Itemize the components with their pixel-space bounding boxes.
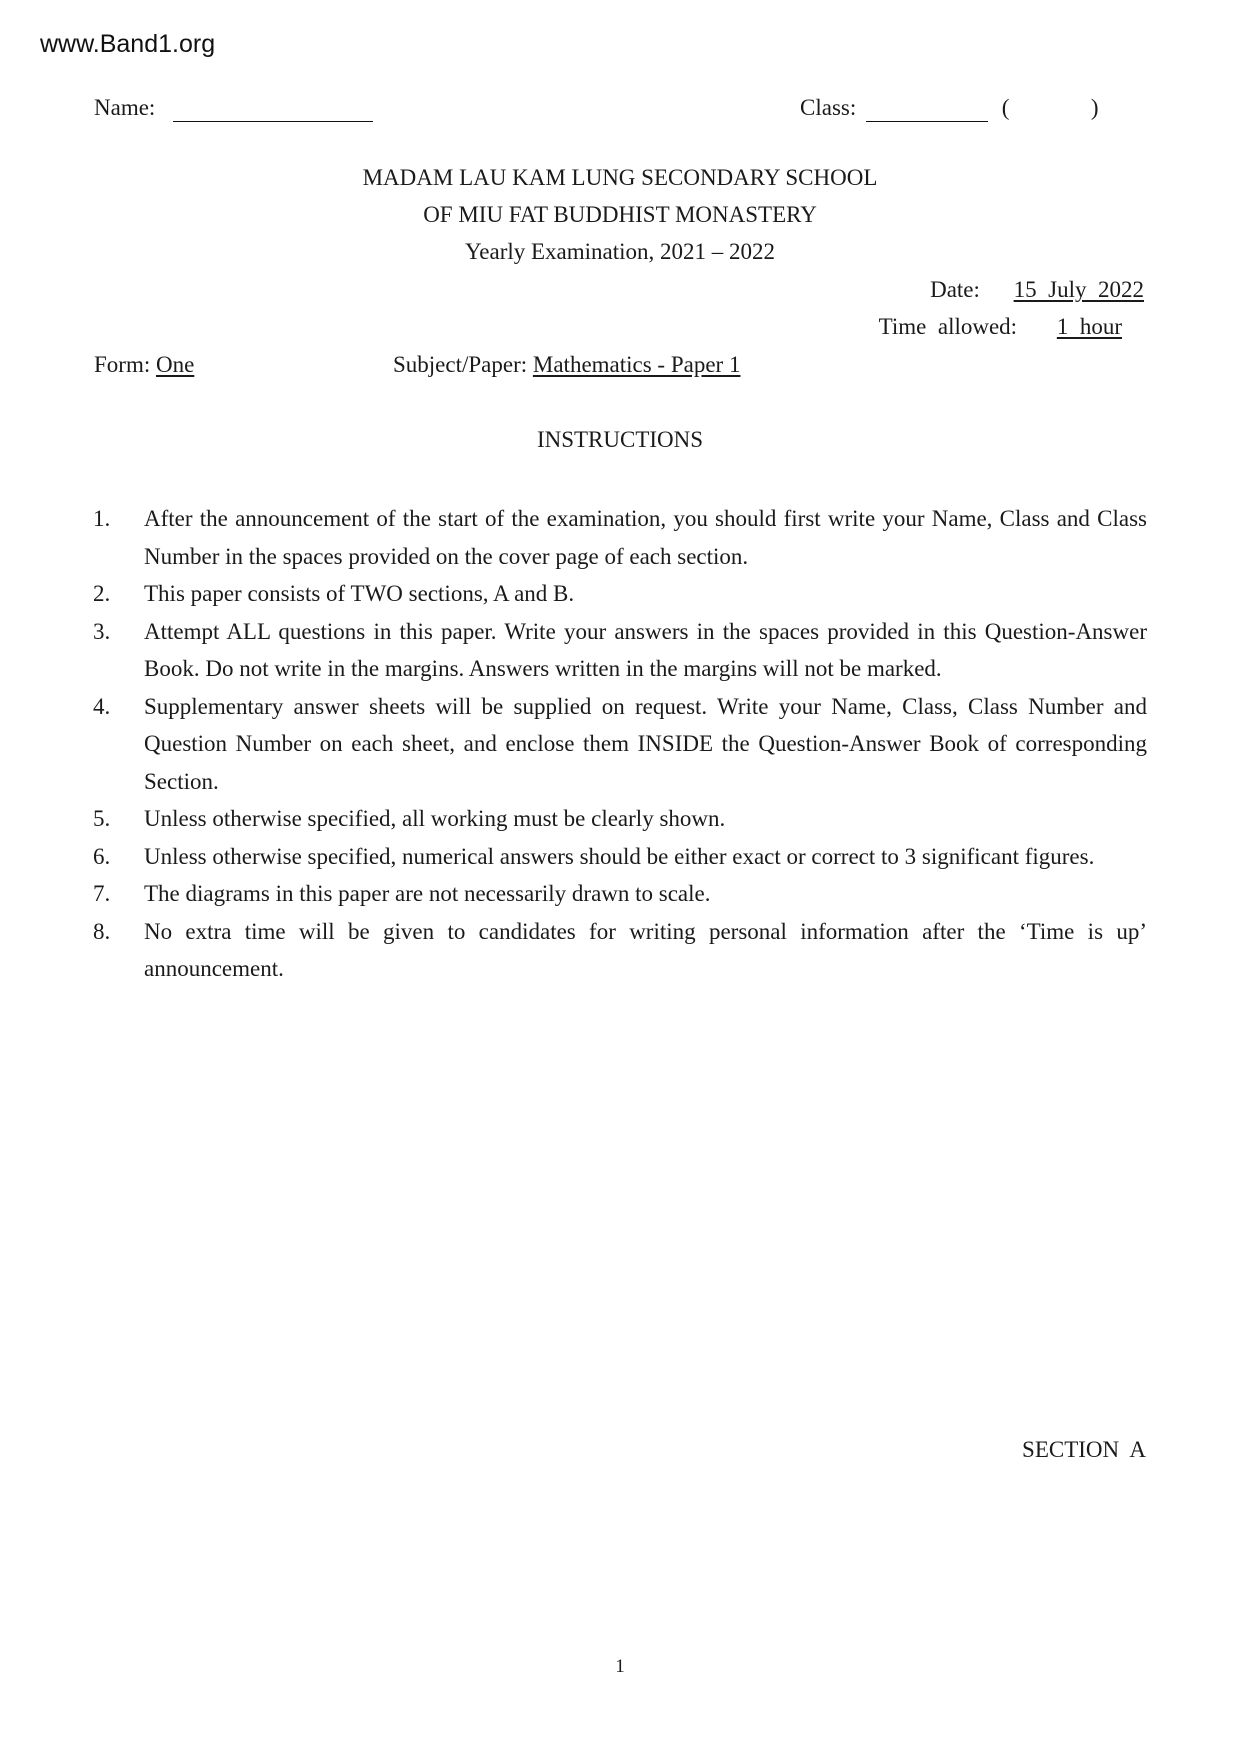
- list-item: [93, 800, 1147, 838]
- subject-label: Subject/Paper:: [393, 352, 528, 377]
- name-label: Name:: [94, 95, 156, 120]
- list-item: [93, 575, 1147, 613]
- item-number: 8.: [93, 918, 111, 944]
- class-label: Class:: [800, 95, 857, 120]
- section-label: SECTION A: [1022, 1437, 1146, 1462]
- date-value: 15 July 2022: [1013, 277, 1144, 302]
- item-text: No extra time will be given to candidates for writing personal information after the ‘Time is up’ announcement.: [144, 918, 1147, 981]
- item-text: The diagrams in this paper are not necessarily drawn to scale.: [144, 881, 711, 906]
- list-item: [93, 688, 1147, 801]
- item-number: 7.: [93, 881, 111, 906]
- form-value: One: [155, 352, 195, 377]
- page-number: 1: [615, 1656, 625, 1677]
- time-allowed-label: Time allowed:: [878, 314, 1018, 339]
- list-item: [93, 613, 1147, 688]
- subject-value: Mathematics - Paper 1: [532, 352, 741, 377]
- exam-title: Yearly Examination, 2021 – 2022: [464, 239, 776, 264]
- time-allowed-value: 1 hour: [1056, 314, 1122, 339]
- form-field: [94, 352, 194, 378]
- class-number-close: ): [1090, 95, 1099, 120]
- date-label: Date:: [930, 277, 980, 302]
- list-item: [93, 500, 1147, 575]
- school-name-line2: OF MIU FAT BUDDHIST MONASTERY: [423, 202, 817, 227]
- form-label: Form:: [94, 352, 151, 377]
- class-blank: [866, 95, 988, 122]
- item-number: 3.: [93, 618, 111, 644]
- item-number: 1.: [93, 506, 111, 531]
- item-text: Attempt ALL questions in this paper. Write your answers in the spaces provided in this Question-Answer Book. Do not write in the margins. Answers written in the margins will not be marked.: [144, 618, 1147, 681]
- school-name-line1: MADAM LAU KAM LUNG SECONDARY SCHOOL: [362, 165, 878, 190]
- item-text: Supplementary answer sheets will be supplied on request. Write your Name, Class, Class Number and Question Number on each sheet, and enclose them INSIDE the Question-Answer Book of corresponding Section.: [144, 693, 1147, 794]
- class-number-open: (: [1001, 95, 1010, 120]
- class-field: [800, 95, 1099, 122]
- time-allowed-field: [879, 314, 1146, 340]
- name-field: [94, 95, 373, 122]
- name-blank: [173, 95, 373, 122]
- item-text: Unless otherwise specified, all working must be clearly shown.: [144, 806, 726, 831]
- item-text: This paper consists of TWO sections, A and B.: [144, 581, 575, 606]
- item-number: 2.: [93, 581, 111, 606]
- item-text: After the announcement of the start of the examination, you should first write your Name, Class and Class Number in the spaces provided on the cover page of each section.: [144, 506, 1147, 569]
- subject-field: [393, 352, 740, 378]
- list-item: [93, 913, 1147, 988]
- item-number: 4.: [93, 693, 111, 719]
- item-number: 5.: [93, 806, 111, 831]
- list-item: [93, 875, 1147, 913]
- list-item: [93, 838, 1147, 876]
- date-field: [930, 277, 1146, 303]
- watermark: www.Band1.org: [40, 30, 216, 58]
- instructions-list: [93, 500, 1147, 988]
- item-text: Unless otherwise specified, numerical answers should be either exact or correct to 3 significant figures.: [144, 843, 1095, 869]
- item-number: 6.: [93, 843, 111, 869]
- instructions-title: INSTRUCTIONS: [536, 427, 704, 452]
